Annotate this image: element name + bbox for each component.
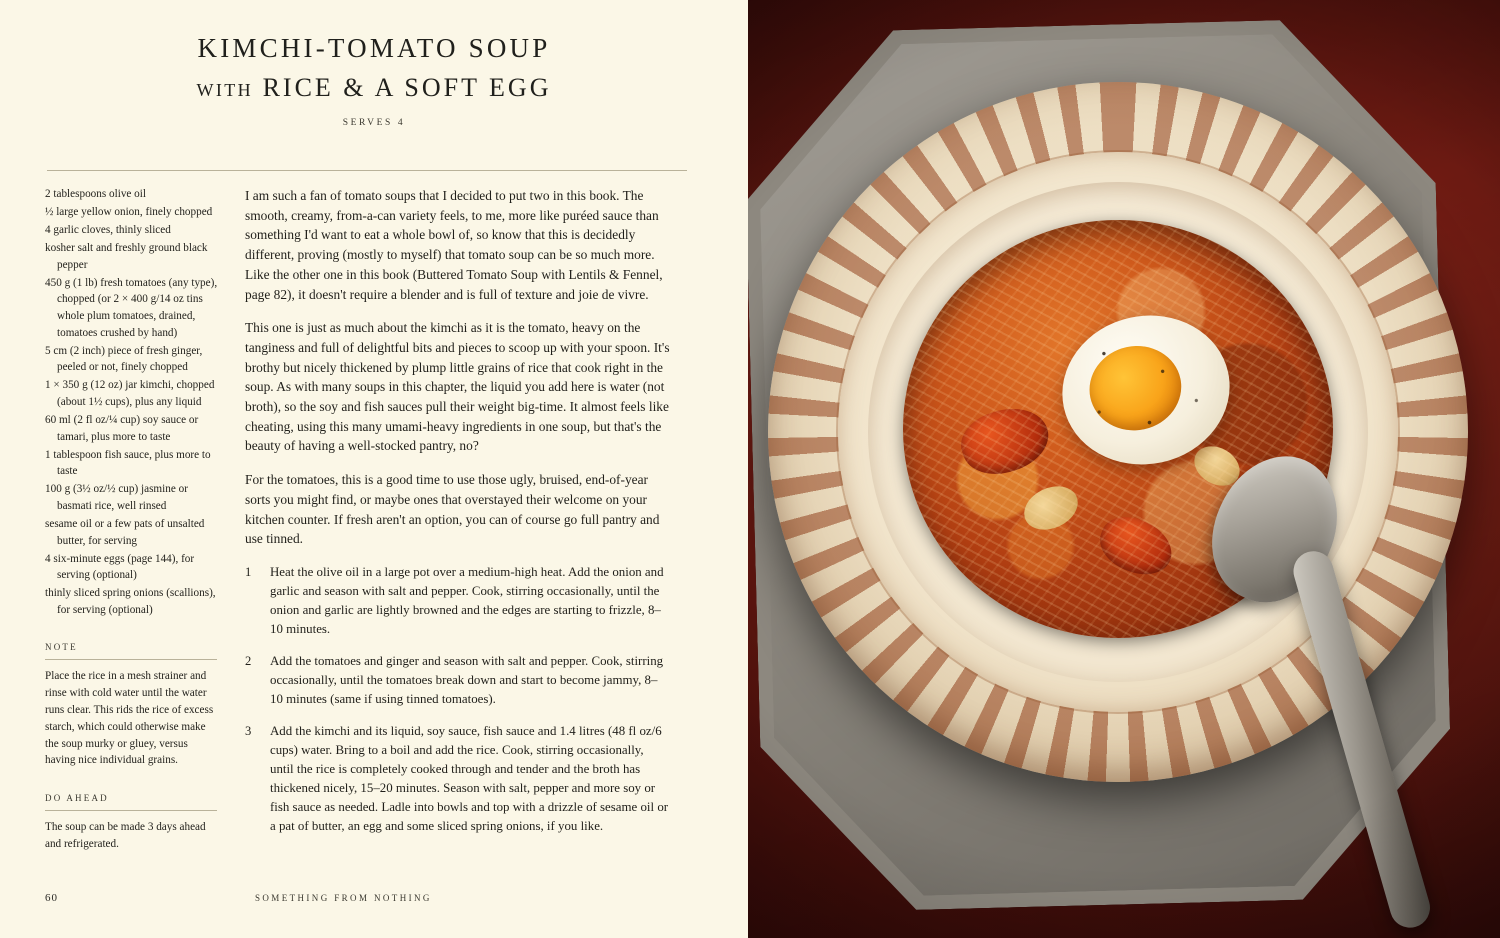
do-ahead-label: DO AHEAD [45,793,109,804]
method-step [245,652,670,709]
recipe-headnote [245,186,670,549]
list-item: sesame oil or a few pats of unsalted butter, for serving [45,517,205,547]
list-item: 60 ml (2 fl oz/¼ cup) soy sauce or tamari, plus more to taste [45,414,199,443]
list-item: 1 × 350 g (12 oz) jar kimchi, chopped (about 1½ cups), plus any liquid [45,379,215,408]
page-footer [45,892,700,904]
tomato-piece [954,398,1057,484]
note-body: Place the rice in a mesh strainer and rinse with cold water until the water runs clear. This rids the rice of excess starch, which could otherwise make the soup murky or gluey, versus having nice individual grains. [45,670,214,767]
step-number: 3 [245,723,252,738]
method-step [245,722,670,836]
step-text: Heat the olive oil in a large pot over a medium-high heat. Add the onion and garlic and season with salt and pepper. Cook, stirring occasionally, until the onion and garlic are lightly browned and the edges are starting to frizzle, 8–10 minutes. [270,564,664,636]
do-ahead-body: The soup can be made 3 days ahead and refrigerated. [45,821,206,851]
list-item: 5 cm (2 inch) piece of fresh ginger, peeled or not, finely chopped [45,344,203,374]
list-item: thinly sliced spring onions (scallions), for serving (optional) [45,587,216,616]
recipe-serves: SERVES 4 [342,118,406,129]
recipe-columns [45,186,700,853]
do-ahead-divider [45,810,217,811]
recipe-title-line-2-main: RICE & A SOFT EGG [262,72,552,102]
list-item: ½ large yellow onion, finely chopped [45,206,213,219]
list-item: 450 g (1 lb) fresh tomatoes (any type), chopped (or 2 × 400 g/14 oz tins whole plum tomatoes, drained, tomatoes crushed by hand) [45,276,218,339]
method-step [245,563,670,639]
list-item: 100 g (3½ oz/½ cup) jasmine or basmati rice, well rinsed [45,483,188,512]
list-item: 4 garlic cloves, thinly sliced [45,224,171,237]
list-item: 2 tablespoons olive oil [45,188,146,200]
ingredients-column [45,186,220,853]
list-item: kosher salt and freshly ground black pepper [45,242,208,271]
chapter-title: SOMETHING FROM NOTHING [255,893,432,903]
step-number: 2 [245,653,252,668]
headnote-paragraph: I am such a fan of tomato soups that I decided to put two in this book. The smooth, creamy, from-a-can variety feels, to me, more like puréed sauce than something I'd want to eat a whole bowl of, so know that this is decidedly different, proving (mostly to myself) that tomato soup can be so much more. Like the other one in this book (Buttered Tomato Soup with Lentils & Fennel, page 82), it doesn't require a blender and is full of texture and joie de vivre. [245,188,663,302]
list-item: 1 tablespoon fish sauce, plus more to taste [45,448,211,478]
note-divider [45,659,217,660]
headnote-paragraph: This one is just as much about the kimchi as it is the tomato, heavy on the tanginess and full of delightful bits and pieces to scoop up with your spoon. It's brothy but nicely thickened by plump little grains of rice that cook right in the soup. As with many soups in this chapter, the liquid you add here is water (not broth), so the soy and fish sauces pull their weight big-time. It almost feels like cheating, using this many umami-heavy ingredients in one soup, but that's the beauty of having a well-stocked pantry, no? [245,320,670,454]
step-text: Add the tomatoes and ginger and season with salt and pepper. Cook, stirring occasionally, until the tomatoes break down and start to become jammy, 8–10 minutes (same if using tinned tomatoes). [270,653,664,706]
note-label: NOTE [45,642,78,653]
recipe-title-line-1: KIMCHI-TOMATO SOUP [197,33,551,63]
transferware-plate [768,82,1468,782]
tomato-piece [1092,508,1180,584]
page-number: 60 [45,892,58,904]
step-text: Add the kimchi and its liquid, soy sauce, fish sauce and 1.4 litres (48 fl oz/6 cups) water. Bring to a boil and add the rice. Cook, stirring occasionally, until the rice is completely cooked through and tender and the broth has thickened nicely, 15–20 minutes. Season with salt, pepper and more soy or fish sauce as needed. Ladle into bowls and top with a drizzle of sesame oil or a pat of butter, an egg and some sliced spring onions, if you like. [270,723,669,833]
ingredients-list [45,186,220,618]
title-divider [47,170,687,171]
method-steps [245,563,670,836]
kimchi-piece [1017,478,1085,538]
recipe-text-page [0,0,748,938]
recipe-title-line-2 [0,72,748,105]
headnote-paragraph: For the tomatoes, this is a good time to use those ugly, bruised, end-of-year sorts you might find, or maybe ones that overstayed their welcome on your kitchen counter. If fresh aren't an option, you can of course go full pantry and use tinned. [245,472,660,547]
recipe-title-with: WITH [196,79,254,100]
recipe-title-block [0,0,748,128]
recipe-photo-page [748,0,1500,938]
step-number: 1 [245,564,252,579]
method-column [245,186,670,853]
list-item: 4 six-minute eggs (page 144), for serving (optional) [45,552,195,582]
